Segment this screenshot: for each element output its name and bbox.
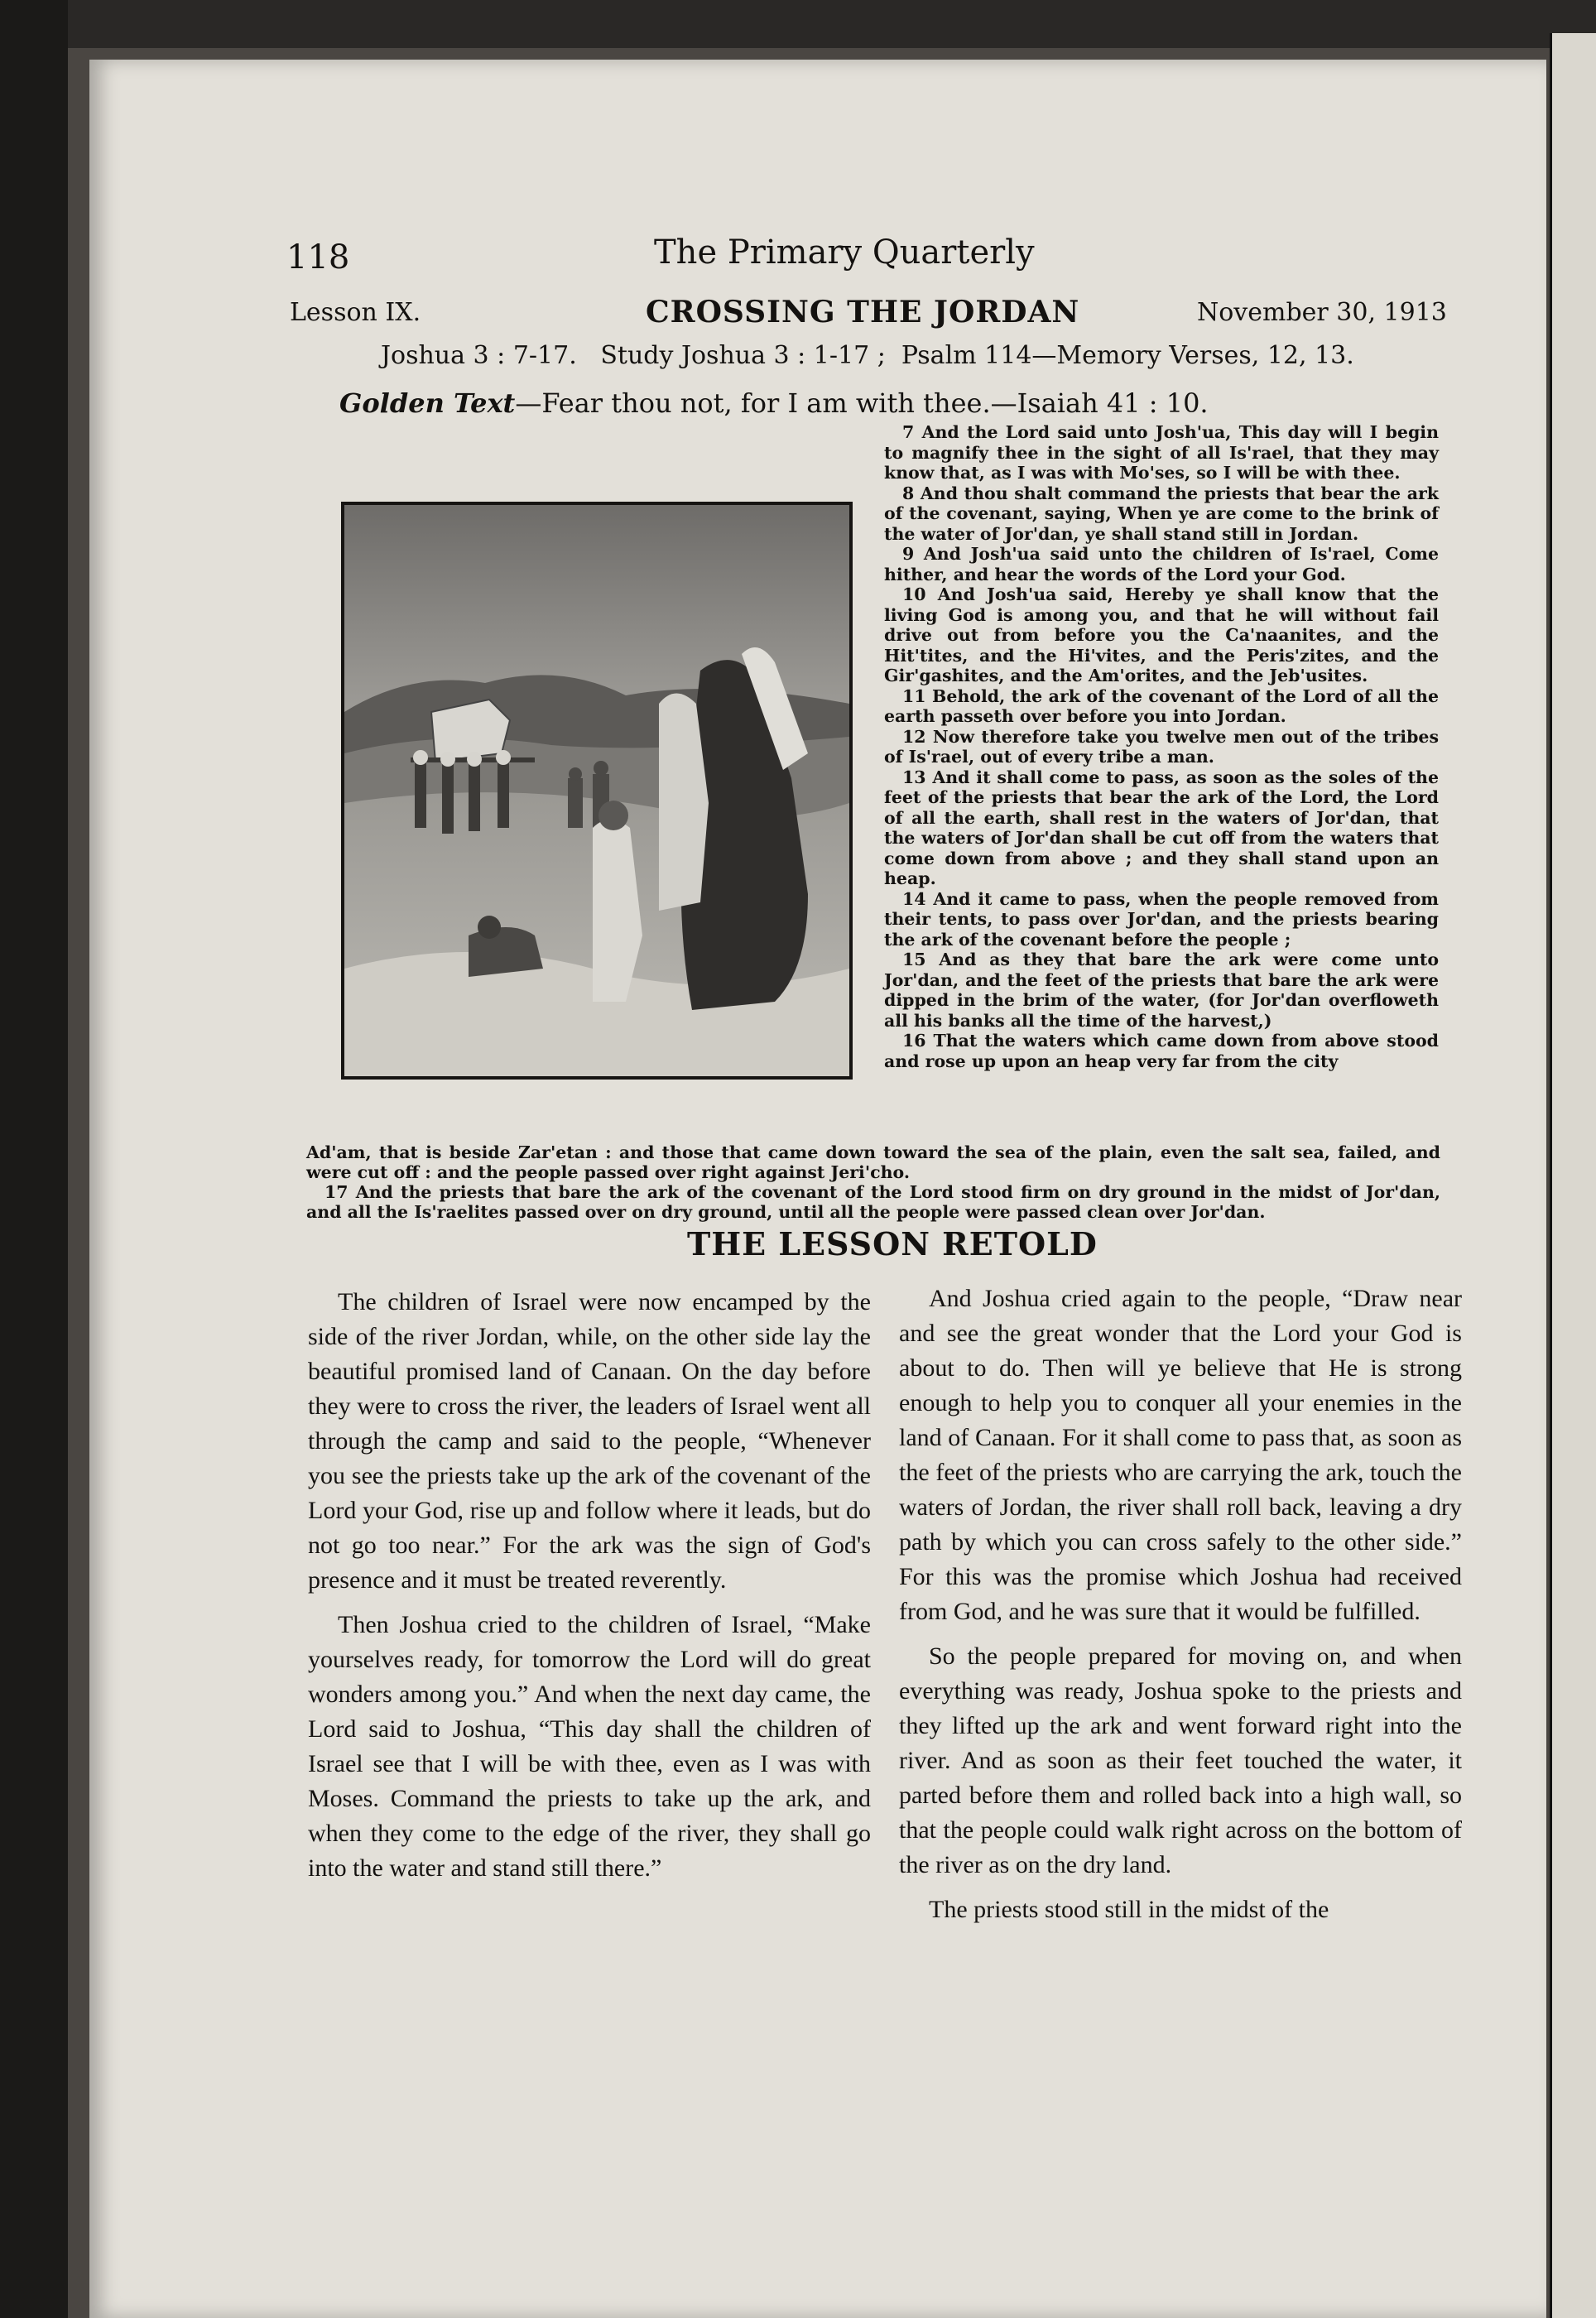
- verse: 12 Now therefore take you twelve men out of the tribes of Is'rael, out of every tribe a man.: [884, 726, 1439, 767]
- scripture-verses: [884, 422, 1439, 1071]
- paragraph: The priests stood still in the midst of the: [929, 1896, 1329, 1923]
- golden-text-body: —Fear thou not, for I am with thee.—Isaiah 41 : 10.: [515, 387, 1209, 419]
- retold-column-left: [308, 1285, 871, 1896]
- paragraph: Then Joshua cried to the children of Israel, “Make yourselves ready, for tomorrow the Lord will do great wonders among you.” And when the next day came, the Lord said to Joshua, “This day shall the children of Israel see that I will be with thee, even as I was with Moses. Command the priests to take up the ark, and when they come to the edge of the river, they shall go into the water and stand still there.”: [308, 1611, 871, 1882]
- scripture-verses-continued: [306, 1142, 1440, 1222]
- verse: 7 And the Lord said unto Josh'ua, This day will I begin to magnify thee in the sight of all Is'rael, that they may know that, as I was with Mo'ses, so I will be with thee.: [884, 422, 1439, 483]
- running-title: The Primary Quarterly: [654, 233, 1035, 272]
- page-number: 118: [286, 238, 350, 277]
- verse: 15 And as they that bare the ark were come unto Jor'dan, and the feet of the priests that bare the ark were dipped in the brim of the water, (for Jor'dan overfloweth all his banks all the time of the harvest,): [884, 950, 1439, 1031]
- lesson-number: Lesson IX.: [290, 298, 421, 327]
- retold-column-right: [899, 1282, 1462, 1937]
- verse: 14 And it came to pass, when the people removed from their tents, to pass over Jor'dan, and the priests bearing the ark of the covenant before the people ;: [884, 888, 1439, 950]
- paragraph: So the people prepared for moving on, and when everything was ready, Joshua spoke to the priests and they lifted up the ark and went forward right into the river. And as soon as their feet touched the water, it parted before them and rolled back into a high wall, so that the people could walk right across on the bottom of the river as on the dry land.: [899, 1642, 1462, 1878]
- lesson-date: November 30, 1913: [1197, 298, 1447, 327]
- golden-text-label: Golden Text: [339, 387, 516, 419]
- verse: 9 And Josh'ua said unto the children of Is'rael, Come hither, and hear the words of the Lord your God.: [884, 544, 1439, 584]
- paragraph: And Joshua cried again to the people, “Draw near and see the great wonder that the Lord your God is about to do. Then will ye believe that He is strong enough to help you to conquer all your enemies in the land of Canaan. For it shall come to pass that, as soon as the feet of the priests who are carrying the ark, touch the waters of Jordan, the river shall roll back, leaving a dry path by which you can cross safely to the other side.” For this was the promise which Joshua had received from God, and he was sure that it would be fulfilled.: [899, 1285, 1462, 1625]
- book-binding-edge: [0, 0, 68, 2318]
- illustration-crossing-jordan: [341, 502, 853, 1080]
- verse: 17 And the priests that bare the ark of the covenant of the Lord stood firm on dry ground in the midst of Jor'dan, and all the Is'raelites passed over on dry ground, until all the people were passed clean over Jor'dan.: [306, 1182, 1440, 1222]
- illustration-art: [344, 505, 849, 1076]
- verse: Ad'am, that is beside Zar'etan : and those that came down toward the sea of the plain, even the salt sea, failed, and were cut off : and the people passed over right against Jeri'cho.: [306, 1142, 1440, 1182]
- verse: 10 And Josh'ua said, Hereby ye shall know that the living God is among you, and that he will without fail drive out from before you the Ca'naanites, and the Hit'tites, and the Hi'vites, and the Peris'zites, and the Gir'gashites, and the Am'orites, and the Jeb'usites.: [884, 584, 1439, 685]
- lesson-title: CROSSING THE JORDAN: [646, 295, 1080, 329]
- verse: 8 And thou shalt command the priests that bear the ark of the covenant, saying, When ye are come to the brink of the water of Jor'dan, ye shall stand still in Jordan.: [884, 483, 1439, 544]
- lesson-retold-heading: THE LESSON RETOLD: [687, 1225, 1098, 1262]
- verse: 13 And it shall come to pass, as soon as the soles of the feet of the priests that bear the ark of the Lord, the Lord of all the earth, shall rest in the waters of Jor'dan, that the waters of Jor'dan shall be cut off from the waters that come down from above ; and they shall stand upon an heap.: [884, 767, 1439, 888]
- verse: 16 That the waters which came down from above stood and rose up upon an heap very far from the city: [884, 1031, 1439, 1071]
- facing-page-edge: [1550, 33, 1596, 2318]
- golden-text: [339, 387, 1209, 419]
- paragraph: The children of Israel were now encamped by the side of the river Jordan, while, on the other side lay the beautiful promised land of Canaan. On the day before they were to cross the river, the leaders of Israel went all through the camp and said to the people, “Whenever you see the priests take up the ark of the covenant of the Lord your God, rise up and follow where it leads, but do not go too near.” For the ark was the sign of God's presence and it must be treated reverently.: [308, 1288, 871, 1594]
- scripture-reference: Joshua 3 : 7-17. Study Joshua 3 : 1-17 ; Psalm 114—Memory Verses, 12, 13.: [381, 341, 1354, 370]
- verse: 11 Behold, the ark of the covenant of the Lord of all the earth passeth over before you into Jordan.: [884, 685, 1439, 726]
